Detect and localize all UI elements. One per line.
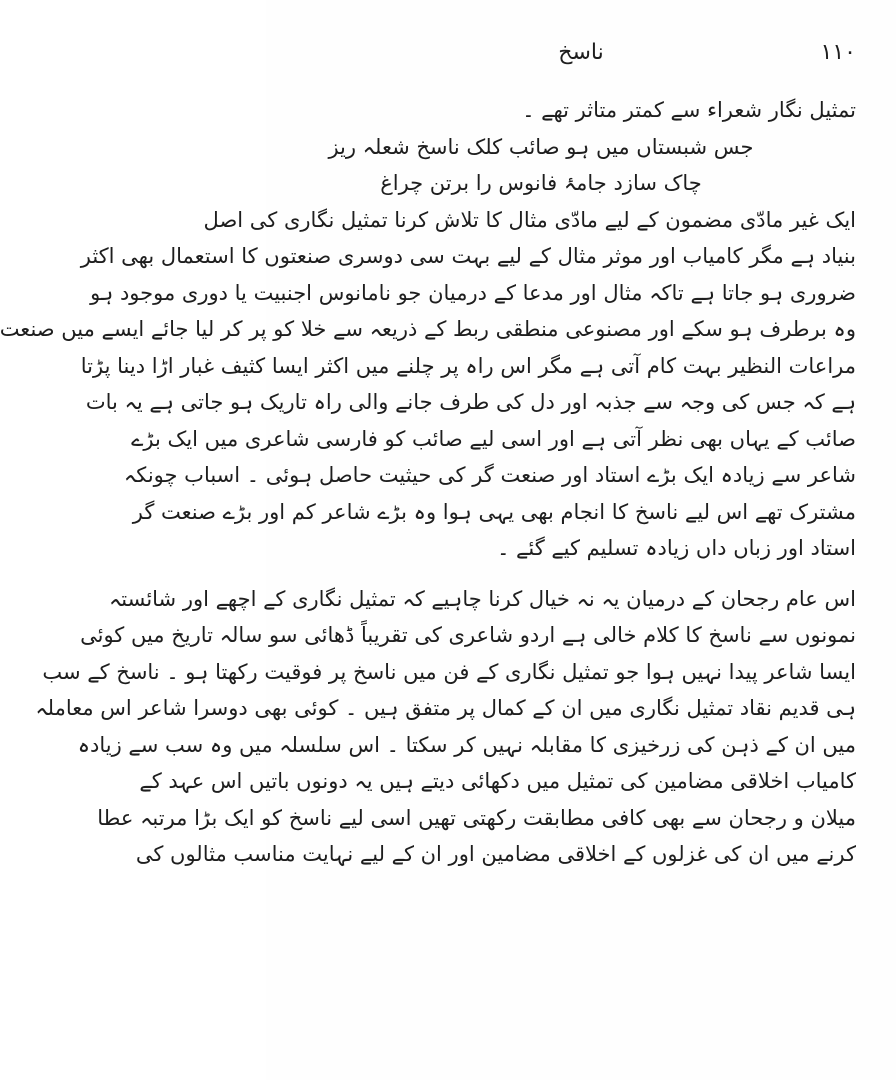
page-header — [306, 40, 856, 80]
verse-line-2: چاک سازد جامۂ فانوس را برتن چراغ — [380, 171, 702, 195]
paragraph-line: مراعات النظیر بہت کام آتی ہے مگر اس راہ پر چلنے میں اکثر ایسا کثیف غبار اڑا دینا پڑتا — [80, 353, 856, 378]
paragraph-line: وہ برطرف ہو سکے اور مصنوعی منطقی ربط کے ذریعہ سے خلا کو پر کر لیا جائے ایسے میں صنعت — [0, 317, 856, 341]
page-number: ۱۱۰ — [820, 40, 856, 65]
paragraph-2 — [35, 581, 856, 873]
paragraph-line: صائب کے یہاں بھی نظر آتی ہے اور اسی لیے صائب کو فارسی شاعری میں ایک بڑے — [131, 426, 856, 451]
paragraph-line: میلان و رجحان سے بھی کافی مطابقت رکھتی تھیں اسی لیے ناسخ کو ایک بڑا مرتبہ عطا — [97, 805, 856, 830]
paragraph-gap — [306, 567, 856, 581]
running-title: ناسخ — [558, 40, 604, 65]
intro-line: تمثیل نگار شعراء سے کمتر متاثر تھے ۔ — [522, 98, 856, 122]
paragraph-line: ہی قدیم نقاد تمثیل نگاری میں ان کے کمال پر متفق ہیں ۔ کوئی بھی دوسرا شاعر اس معاملہ — [35, 696, 856, 720]
paragraph-line: ضروری ہو جاتا ہے تاکہ مثال اور مدعا کے درمیان جو نامانوس اجنبیت یا دوری موجود ہو — [90, 280, 856, 305]
paragraph-line: مشترک تھے اس لیے ناسخ کا انجام بھی یہی ہوا وہ بڑے شاعر کم اور بڑے صنعت گر — [132, 499, 856, 524]
paragraph-line: اس عام رجحان کے درمیان یہ نہ خیال کرنا چاہیے کہ تمثیل نگاری کے اچھے اور شائستہ — [108, 586, 856, 611]
paragraph-line: بنیاد ہے مگر کامیاب اور موثر مثال کے لیے بہت سی دوسری صنعتوں کا استعمال بھی اکثر — [80, 244, 856, 268]
page-body — [0, 92, 856, 873]
verse-couplet — [306, 129, 856, 202]
paragraph-line: ایسا شاعر پیدا نہیں ہوا جو تمثیل نگاری کے فن میں ناسخ پر فوقیت رکھتا ہو ۔ ناسخ کے سب — [42, 659, 856, 684]
paragraph-line: کرنے میں ان کی غزلوں کے اخلاقی مضامین اور ان کے لیے نہایت مناسب مثالوں کی — [135, 842, 856, 866]
paragraph-line: ہے کہ جس کی وجہ سے جذبہ اور دل کی طرف جانے والی راہ تاریک ہو جاتی ہے یہ بات — [85, 390, 856, 414]
paragraph-line: نمونوں سے ناسخ کا کلام خالی ہے اردو شاعری کی تقریباً ڈھائی سو سالہ تاریخ میں کوئی — [80, 623, 856, 647]
paragraph-line: کامیاب اخلاقی مضامین کی تمثیل میں دکھائی دیتے ہیں یہ دونوں باتیں اس عہد کے — [139, 769, 856, 793]
paragraph-line: استاد اور زباں داں زیادہ تسلیم کیے گئے ۔ — [497, 536, 856, 560]
paragraph-line: شاعر سے زیادہ ایک بڑے استاد اور صنعت گر کی حیثیت حاصل ہوئی ۔ اسباب چونکہ — [123, 463, 856, 487]
paragraph-line: ایک غیر مادّی مضمون کے لیے مادّی مثال کا تلاش کرنا تمثیل نگاری کی اصل — [203, 207, 856, 232]
verse-line-1: جس شبستاں میں ہو صائب کلک ناسخ شعلہ ریز — [328, 134, 754, 159]
paragraph-1 — [0, 202, 856, 567]
paragraph-line: میں ان کے ذہن کی زرخیزی کا مقابلہ نہیں کر سکتا ۔ اس سلسلہ میں وہ سب سے زیادہ — [77, 732, 856, 757]
